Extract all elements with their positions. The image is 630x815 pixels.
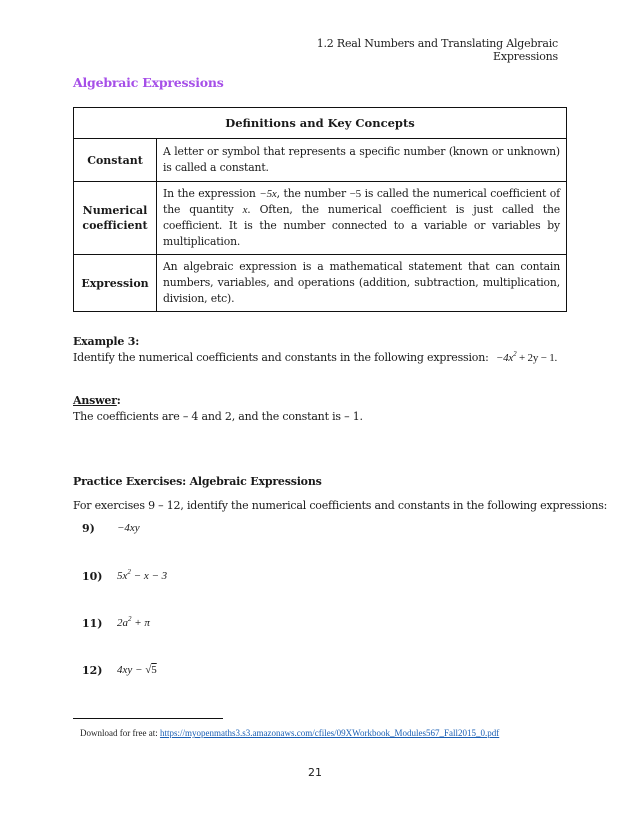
exponent: 2 (128, 615, 132, 623)
math-expression: −5 (349, 188, 361, 200)
page-number: 21 (308, 766, 322, 779)
exercise-number: 9) (82, 522, 95, 535)
exercise-item (82, 522, 140, 535)
example-prompt-text: Identify the numerical coefficients and constants in the following expression: (73, 351, 489, 364)
expr-part: −4x (495, 352, 514, 364)
math-expression: x (242, 204, 248, 216)
answer-label (73, 394, 121, 407)
exponent: 2 (513, 350, 517, 358)
term-line: Numerical (82, 204, 148, 217)
definition-text: . Often, the numerical coefficient is just called the coefficient. It is the number connected to a variable or variables by multiplication. (163, 203, 560, 248)
term-expression: Expression (74, 255, 157, 312)
expr-part: 2a (117, 617, 128, 629)
exercise-expression (117, 522, 140, 534)
example-prompt (73, 351, 557, 364)
definition-numerical-coefficient (157, 182, 567, 255)
expr-part: + π (131, 617, 150, 629)
expr-part: + 2y − 1 (516, 352, 555, 364)
table-row (74, 255, 567, 312)
expr-part: 5x (117, 570, 128, 582)
answer-colon: : (116, 394, 121, 407)
example-expression (496, 352, 557, 364)
definition-text: is called the numerical coefficient of the quantity (163, 187, 560, 216)
footnote (80, 728, 499, 738)
term-line: coefficient (82, 219, 148, 232)
exercise-number: 10) (82, 570, 103, 583)
definition-text: In the expression (163, 187, 260, 200)
exercise-item (82, 664, 157, 677)
running-header: 1.2 Real Numbers and Translating Algebraic Expressions (316, 37, 558, 63)
table-row (74, 182, 567, 255)
practice-instructions: For exercises 9 – 12, identify the numerical coefficients and constants in the following expressions: (73, 499, 608, 512)
exercise-item (82, 615, 150, 630)
exponent: 2 (127, 568, 131, 576)
table-row (74, 139, 567, 182)
term-constant: Constant (74, 139, 157, 182)
definition-text: , the number (276, 187, 350, 200)
table-header-row (74, 108, 567, 139)
math-expression: −5x (259, 188, 277, 200)
exercise-number: 11) (82, 617, 103, 630)
exercise-expression (117, 570, 167, 582)
expr-part: − x − 3 (130, 570, 168, 582)
download-link[interactable]: https://myopenmaths3.s3.amazonaws.com/cfiles/09XWorkbook_Modules567_Fall2015_0.pdf (159, 728, 500, 738)
definitions-table (73, 107, 567, 312)
radicand: 5 (151, 664, 157, 676)
exercise-expression (117, 617, 150, 629)
footnote-divider (73, 718, 223, 719)
exercise-number: 12) (82, 664, 103, 677)
expr-part: −4xy (117, 522, 140, 534)
expr-part: 4xy − √ (117, 664, 152, 676)
expr-part: . (554, 352, 558, 364)
definition-expression: An algebraic expression is a mathematical statement that can contain numbers, variables, and operations (addition, subtraction, multiplication, division, etc). (157, 255, 567, 312)
table-heading: Definitions and Key Concepts (74, 108, 567, 139)
answer-text: The coefficients are – 4 and 2, and the constant is – 1. (73, 410, 363, 423)
answer-label-text: Answer (73, 394, 117, 407)
practice-title: Practice Exercises: Algebraic Expressions (73, 475, 322, 488)
term-numerical-coefficient (74, 182, 157, 255)
exercise-expression (117, 664, 157, 676)
section-title: Algebraic Expressions (73, 75, 224, 90)
example-label: Example 3: (73, 335, 140, 348)
exercise-item (82, 568, 168, 583)
definition-constant: A letter or symbol that represents a specific number (known or unknown) is called a constant. (157, 139, 567, 182)
footnote-prefix: Download for free at: (80, 728, 160, 738)
